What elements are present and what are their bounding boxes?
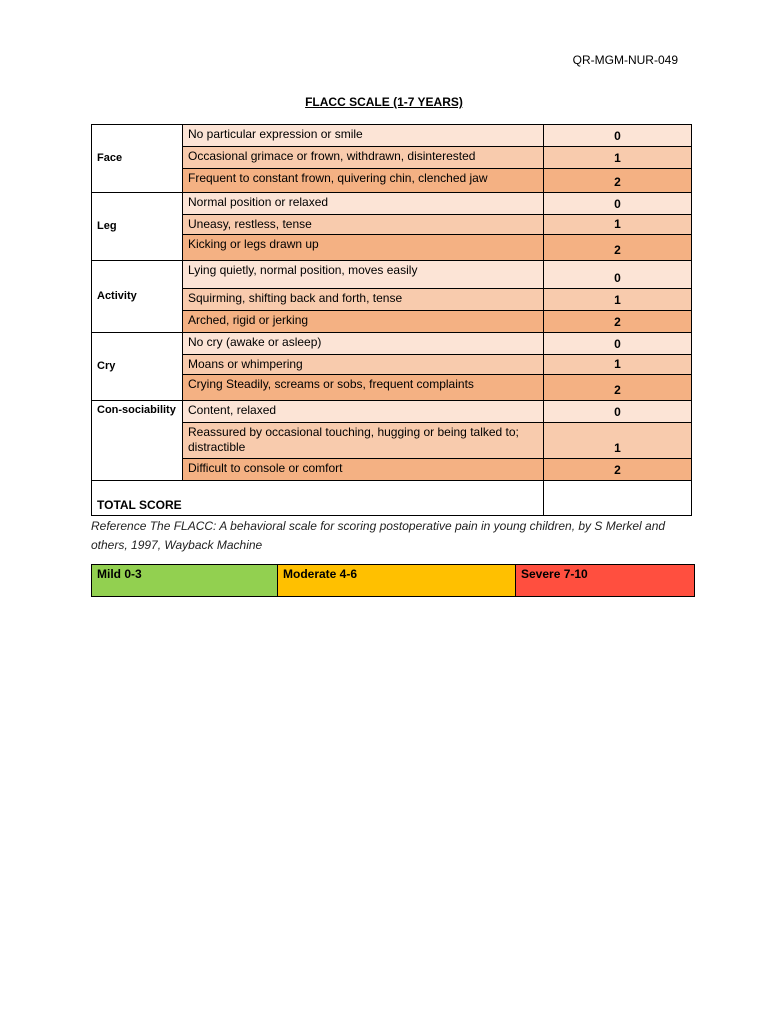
table-row: [92, 261, 692, 289]
category-activity: Activity: [92, 261, 183, 333]
behavior-description: Arched, rigid or jerking: [183, 311, 544, 333]
table-row: [92, 333, 692, 355]
reference-note: Reference The FLACC: A behavioral scale for scoring postoperative pain in young children, by S Merkel and others, 1997, Wayback Machine: [91, 519, 666, 552]
severity-mild: Mild 0-3: [92, 565, 278, 597]
score-value: 1: [544, 289, 692, 311]
flacc-table: [91, 124, 692, 516]
score-value: 2: [544, 235, 692, 261]
behavior-description: No cry (awake or asleep): [183, 333, 544, 355]
behavior-description: Frequent to constant frown, quivering chin, clenched jaw: [183, 169, 544, 193]
total-score-label: TOTAL SCORE: [92, 481, 544, 516]
table-row: [92, 193, 692, 215]
category-leg: Leg: [92, 193, 183, 261]
behavior-description: Difficult to console or comfort: [183, 459, 544, 481]
score-value: 2: [544, 169, 692, 193]
category-cry: Cry: [92, 333, 183, 401]
score-value: 0: [544, 333, 692, 355]
score-value: 2: [544, 459, 692, 481]
behavior-description: Reassured by occasional touching, hugging or being talked to; distractible: [183, 423, 544, 459]
behavior-description: Moans or whimpering: [183, 355, 544, 375]
behavior-description: Content, relaxed: [183, 401, 544, 423]
score-value: 2: [544, 311, 692, 333]
behavior-description: No particular expression or smile: [183, 125, 544, 147]
score-value: 2: [544, 375, 692, 401]
behavior-description: Normal position or relaxed: [183, 193, 544, 215]
score-value: 0: [544, 261, 692, 289]
score-value: 1: [544, 423, 692, 459]
score-value: 0: [544, 193, 692, 215]
score-value: 1: [544, 215, 692, 235]
severity-moderate: Moderate 4-6: [278, 565, 516, 597]
score-value: 1: [544, 147, 692, 169]
score-value: 1: [544, 355, 692, 375]
document-code: QR-MGM-NUR-049: [572, 53, 678, 67]
behavior-description: Kicking or legs drawn up: [183, 235, 544, 261]
total-score-value: [544, 481, 692, 516]
severity-severe: Severe 7-10: [516, 565, 695, 597]
page-title: FLACC SCALE (1-7 YEARS): [305, 95, 463, 109]
score-value: 0: [544, 125, 692, 147]
behavior-description: Lying quietly, normal position, moves easily: [183, 261, 544, 289]
behavior-description: Occasional grimace or frown, withdrawn, disinterested: [183, 147, 544, 169]
severity-legend: [91, 564, 695, 597]
behavior-description: Crying Steadily, screams or sobs, frequent complaints: [183, 375, 544, 401]
table-row: [92, 125, 692, 147]
score-value: 0: [544, 401, 692, 423]
behavior-description: Uneasy, restless, tense: [183, 215, 544, 235]
behavior-description: Squirming, shifting back and forth, tense: [183, 289, 544, 311]
category-face: Face: [92, 125, 183, 193]
total-score-row: [92, 481, 692, 516]
table-row: [92, 401, 692, 423]
category-consolability: Con-sociability: [92, 401, 183, 481]
